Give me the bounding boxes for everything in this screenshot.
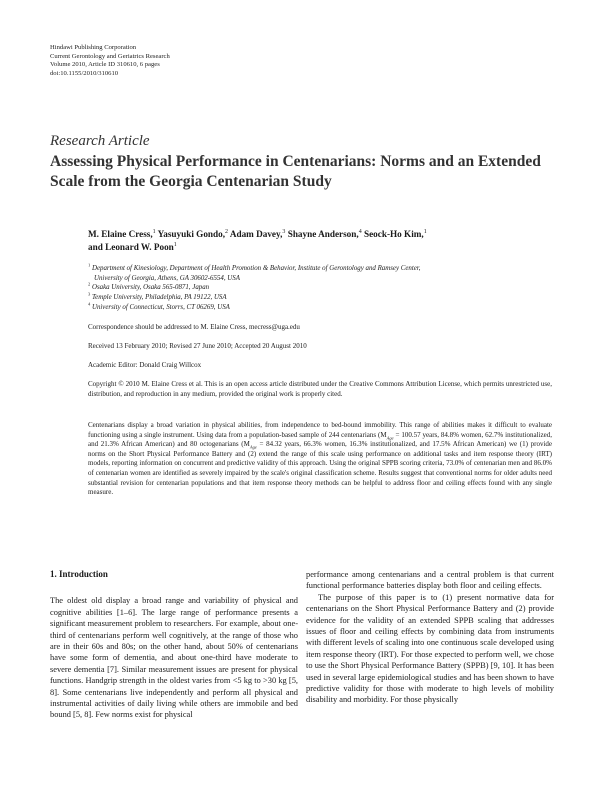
affiliation-item	[88, 283, 558, 293]
affiliation-item-continued: University of Georgia, Athens, GA 30602-6554, USA	[94, 274, 240, 282]
subscript: Age	[249, 444, 257, 450]
affiliation-marker: 1	[173, 241, 177, 248]
body-column-right	[306, 569, 554, 706]
affiliation-text: Temple University, Philadelphia, PA 19122, USA	[90, 294, 227, 302]
author-name: Yasuyuki Gondo,	[155, 229, 226, 239]
abstract-text: Centenarians display a broad variation in physical abilities, from independence to bed-bound immobility. This range of abilities makes it difficult to evaluate functioning using a single instrument. Using data from a population-based sample of 244 centenarians (M	[88, 421, 552, 439]
publisher-name: Hindawi Publishing Corporation	[50, 44, 137, 51]
affiliation-marker: 2	[225, 228, 229, 235]
affiliation-number: 3	[88, 291, 91, 297]
affiliation-marker: 1	[152, 228, 156, 235]
subscript: Age	[386, 434, 394, 440]
affiliation-number: 4	[88, 301, 91, 307]
affiliation-item	[88, 293, 558, 303]
received-dates: Received 13 February 2010; Revised 27 June 2010; Accepted 20 August 2010	[88, 342, 307, 350]
affiliation-list	[88, 264, 558, 313]
paper-title: Assessing Physical Performance in Centenarians: Norms and an Extended Scale from the Georgia Centenarian Study	[50, 153, 541, 190]
volume-info: Volume 2010, Article ID 310610, 6 pages	[50, 61, 160, 69]
author-name: M. Elaine Cress,	[88, 229, 153, 239]
affiliation-text: Department of Kinesiology, Department of Health Promotion & Behavior, Institute of Gerontology and Ramsey Center,	[90, 265, 421, 272]
body-paragraph: The purpose of this paper is to (1) present normative data for centenarians on the Short Physical Performance Battery and (2) provide evidence for the validity of an extended SPPB scaling that addresses issues of floor and ceiling effects by combining data from instruments with different levels of scaling into one continuous scale developed using item response theory (IRT). For those expected to perform well, we chose to use the Short Physical Performance Battery (SPPB) [9, 10]. It has been used in several large epidemiological studies and has been shown to have predictive validity for those with moderate to high levels of mobility disability and morbidity. For those physically	[306, 592, 554, 705]
doi[interactable]: doi:10.1155/2010/310610	[50, 69, 119, 77]
affiliation-item	[88, 303, 558, 313]
author-list	[88, 228, 558, 254]
affiliation-marker: 4	[358, 228, 362, 235]
abstract-text: = 100.57 years, 84.8% women, 62.7% institutionalized, and 21.3% African American) and 80 octogenarians (M	[88, 430, 552, 449]
section-heading: 1. Introduction	[50, 569, 108, 579]
affiliation-text: Osaka University, Osaka 565-0871, Japan	[90, 284, 210, 292]
author-name: Seock-Ho Kim,	[361, 229, 424, 239]
author-name: and Leonard W. Poon	[88, 242, 174, 252]
affiliation-text: University of Connecticut, Storrs, CT 06269, USA	[90, 303, 230, 311]
academic-editor: Academic Editor: Donald Craig Willcox	[88, 361, 202, 369]
affiliation-number: 1	[88, 262, 91, 268]
body-column-left	[50, 569, 298, 721]
body-paragraph: performance among centenarians and a central problem is that current functional performance batteries display both floor and ceiling effects.	[306, 570, 554, 591]
correspondence-note: Correspondence should be addressed to M. Elaine Cress, mecress@uga.edu	[88, 323, 300, 331]
author-name: Shayne Anderson,	[285, 229, 359, 239]
affiliation-marker: 1	[423, 228, 427, 235]
body-paragraph: The oldest old display a broad range and variability of physical and cognitive abilities [1–6]. The large range of performance presents a significant measurement problem to researchers. For example, about one-third of centenarians perform well cognitively, at the range of those who are in their 60s and 80s; on the other hand, about 50% of centenarians have some form of dementia, and about one-third have moderate to severe dementia [7]. Similar measurement issues are present for physical functions. Handgrip strength in the oldest varies from <5 kg to >30 kg [5, 8]. Some centenarians live independently and perform all physical and instrumental activities of daily living while others are immobile and bed bound [5, 8]. Few norms exist for physical	[50, 596, 298, 720]
affiliation-marker: 3	[282, 228, 286, 235]
article-type: Research Article	[50, 133, 150, 149]
journal-name: Current Gerontology and Geriatrics Research	[50, 52, 170, 60]
affiliation-number: 2	[88, 282, 91, 288]
abstract-text: = 84.32 years, 66.3% women, 16.3% institutionalized, and 17.5% African American) we (1) provide norms on the Short Physical Performance Battery and (2) extend the range of this scale using performance on additional tasks and item response theory (IRT) models, reporting information on concurrent and predictive validity of this approach. Using the original SPPB scoring criteria, 73.0% of centenarian men and 86.0% of centenarian women are identified as severely impaired by the scale's original classification scheme. Results suggest that conventional norms for older adults need substantial revision for centenarian populations and that item response theory methods can be helpful to address floor and ceiling effects found with any single measure.	[88, 440, 552, 497]
journal-header	[50, 44, 170, 78]
author-name: Adam Davey,	[228, 229, 283, 239]
copyright-notice: Copyright © 2010 M. Elaine Cress et al. This is an open access article distributed under the Creative Commons Attribution License, which permits unrestricted use, distribution, and reproduction in any medium, provided the original work is properly cited.	[88, 380, 552, 398]
affiliation-item	[88, 264, 558, 274]
abstract	[88, 421, 552, 498]
